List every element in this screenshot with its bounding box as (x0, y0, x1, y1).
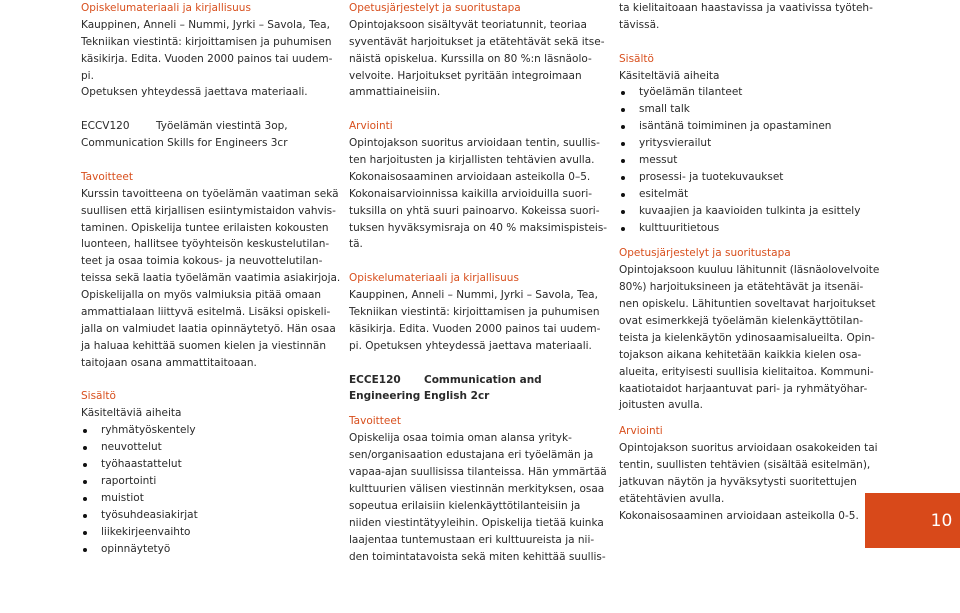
text-line: luonteen, hallitsee työyhteisön keskustelutilan- (81, 238, 330, 251)
text-line: Kokonaisosaaminen arvioidaan asteikolla 0-5. (619, 509, 859, 522)
list-item: työsuhdeasiakirjat (81, 507, 311, 524)
course-subtitle: Engineering English 2cr (349, 390, 490, 403)
text-line: Opintojakson suoritus arvioidaan tentin, suullis- (349, 137, 600, 150)
text-line: etätehtävien avulla. (619, 492, 725, 505)
course-title-ecce120 (349, 372, 584, 389)
text-line: tentin, suullisten tehtävien (sisältää esitelmän), (619, 459, 871, 472)
section-heading-opetusjarjestelyt: Opetusjärjestelyt ja suoritustapa (619, 247, 791, 260)
course-name: Työelämän viestintä 3op, (156, 120, 288, 133)
text-line: teissa sekä laatia työelämän vaatimia asiakirjoja. (81, 272, 341, 285)
text-line: suullisen että kirjallisen esiintymistaidon vahvis- (81, 204, 336, 217)
text-line: sopeutua erilaisiin kielenkäyttötilanteisiin ja (349, 499, 581, 512)
text-line: den toimintatavoista sekä miten kehittää suullis- (349, 550, 606, 563)
list-item: raportointi (81, 473, 311, 490)
text-line: kulttuurien välisen viestinnän merkityksen, osaa (349, 482, 605, 495)
list-item: työelämän tilanteet (619, 84, 855, 101)
text-line: vapaa-ajan suullisissa tilanteissa. Hän ymmärtää (349, 466, 607, 479)
text-line: Kauppinen, Anneli – Nummi, Jyrki – Savola, Tea, (81, 18, 330, 31)
text-line: velvoite. Harjoitukset pyritään integroimaan (349, 69, 582, 82)
text-line: näistä opiskelua. Kurssilla on 80 %:n läsnäolo- (349, 52, 592, 65)
text-line: alueita, erityisesti suullisia kielitaitoa. Kommuni- (619, 365, 874, 378)
text-line: ja haluaa kehittää suomen kielen ja viestinnän (81, 339, 326, 352)
column-left (81, 0, 341, 557)
section-heading-arviointi: Arviointi (619, 425, 663, 438)
text-line: teista ja kielenkäytön ydinosaamisalueilta. Opin- (619, 331, 875, 344)
text-line: Opetuksen yhteydessä jaettava materiaali. (81, 86, 308, 99)
text-line: Tekniikan viestintä: kirjoittamisen ja puhumisen (81, 35, 332, 48)
text-line: pi. Opetuksen yhteydessä jaettava materiaali. (349, 339, 592, 352)
course-code: ECCV120 (81, 120, 130, 133)
text-line: Opintojakson suoritus arvioidaan osakokeiden tai (619, 442, 878, 455)
list-item: muistiot (81, 490, 311, 507)
list-item: esitelmät (619, 186, 855, 203)
text-line: nen opiskelu. Lähituntien soveltavat harjoitukset (619, 298, 876, 311)
text-line: ta kielitaitoaan haastavissa ja vaativissa työteh- (619, 2, 873, 14)
text-line: joitusten avulla. (619, 399, 703, 412)
text-line: 80%) harjoituksineen ja etätehtävät ja itsenäi- (619, 281, 864, 294)
text-line: tuksilla on yhtä suuri painoarvo. Kokeissa suori- (349, 204, 600, 217)
page-number-box (865, 493, 960, 548)
topic-list (81, 422, 311, 557)
text-line: teet ja osaa toimia kokous- ja neuvottelutilan- (81, 255, 323, 268)
text-line: käsikirja. Edita. Vuoden 2000 painos tai uudem- (81, 52, 333, 65)
text-line: taitojaan osana ammattitaitoaan. (81, 356, 257, 369)
text-line: pi. (81, 69, 94, 82)
section-heading-sisalto: Sisältö (619, 52, 654, 65)
topic-list (619, 84, 861, 236)
text-line: jatkuvan näytön ja hyväksytysti suoritettujen (619, 476, 857, 489)
text-line: ten harjoitusten ja kirjallisten tehtävien avulla. (349, 154, 595, 167)
list-item: small talk (619, 101, 855, 118)
text-line: käsikirja. Edita. Vuoden 2000 painos tai uudem- (349, 322, 601, 335)
section-subheading: Käsiteltäviä aiheita (81, 407, 182, 420)
list-item: työhaastattelut (81, 456, 311, 473)
list-item: isäntänä toimiminen ja opastaminen (619, 118, 855, 135)
text-line: sen/organisaation edustajana eri työelämän ja (349, 449, 594, 462)
course-code: ECCE120 (349, 373, 401, 386)
section-heading-materials: Opiskelumateriaali ja kirjallisuus (81, 2, 251, 14)
text-line: Kokonaisosaaminen arvioidaan asteikolla 0–5. (349, 170, 591, 183)
section-heading-tavoitteet: Tavoitteet (81, 170, 133, 183)
section-heading-arviointi: Arviointi (349, 120, 393, 133)
column-middle (349, 0, 608, 565)
list-item: neuvottelut (81, 439, 311, 456)
text-line: ammattialaan liittyvä esitelmä. Lisäksi opiskeli- (81, 306, 331, 319)
text-line: niiden viestintätyyleihin. Opiskelija tietää kuinka (349, 516, 604, 529)
text-line: Opintojaksoon kuuluu lähitunnit (läsnäolovelvoite (619, 264, 880, 277)
list-item: opinnäytetyö (81, 541, 311, 558)
list-item: ryhmätyöskentely (81, 422, 311, 439)
section-heading-tavoitteet: Tavoitteet (349, 415, 401, 428)
text-line: tuksen hyväksymisraja on 40 % maksimispisteis- (349, 221, 608, 234)
course-title-eccv120 (81, 118, 311, 135)
text-line: Opiskelijalla on myös valmiuksia pitää omaan (81, 289, 322, 302)
list-item: kulttuuritietous (619, 220, 855, 237)
text-line: tävissä. (619, 18, 660, 31)
list-item: kuvaajien ja kaavioiden tulkinta ja esittely (619, 203, 855, 220)
text-line: Opintojaksoon sisältyvät teoriatunnit, teoriaa (349, 18, 587, 31)
text-line: Opiskelija osaa toimia oman alansa yrityk- (349, 432, 572, 445)
text-line: laajentaa tuntemustaan eri kulttuureista ja nii- (349, 533, 595, 546)
list-item: prosessi- ja tuotekuvaukset (619, 169, 855, 186)
text-line: Kokonaisarvioinnissa kaikilla arvioiduilla suori- (349, 187, 593, 200)
list-item: yritysvierailut (619, 135, 855, 152)
section-heading-sisalto: Sisältö (81, 390, 116, 403)
list-item: messut (619, 152, 855, 169)
text-line: syventävät harjoitukset ja etätehtävät sekä itse- (349, 35, 605, 48)
text-line: jalla on valmiudet laatia opinnäytetyö. Hän osaa (81, 322, 336, 335)
text-line: taminen. Opiskelija tuntee erilaisten kokousten (81, 221, 329, 234)
page-number: 10 (930, 510, 953, 531)
course-subtitle: Communication Skills for Engineers 3cr (81, 137, 288, 150)
section-subheading: Käsiteltäviä aiheita (619, 69, 720, 82)
text-line: Tekniikan viestintä: kirjoittamisen ja puhumisen (349, 306, 600, 319)
text-line: tä. (349, 238, 363, 251)
list-item: liikekirjeenvaihto (81, 524, 311, 541)
course-name: Communication and (424, 373, 542, 386)
text-line: kaatiotaidot harjaantuvat pari- ja ryhmätyöhar- (619, 382, 868, 395)
text-line: Kurssin tavoitteena on työelämän vaatiman sekä (81, 187, 339, 200)
text-line: ovat esimerkkejä työelämän kielenkäyttötilan- (619, 315, 864, 328)
section-heading-materials: Opiskelumateriaali ja kirjallisuus (349, 272, 519, 285)
text-line: ammattiaineisiin. (349, 86, 441, 99)
text-line: Kauppinen, Anneli – Nummi, Jyrki – Savola, Tea, (349, 289, 598, 302)
section-heading-opetusjarjestelyt: Opetusjärjestelyt ja suoritustapa (349, 2, 521, 14)
column-right (619, 0, 880, 525)
text-line: tojakson aikana kehitetään kaikkia kielen osa- (619, 348, 862, 361)
